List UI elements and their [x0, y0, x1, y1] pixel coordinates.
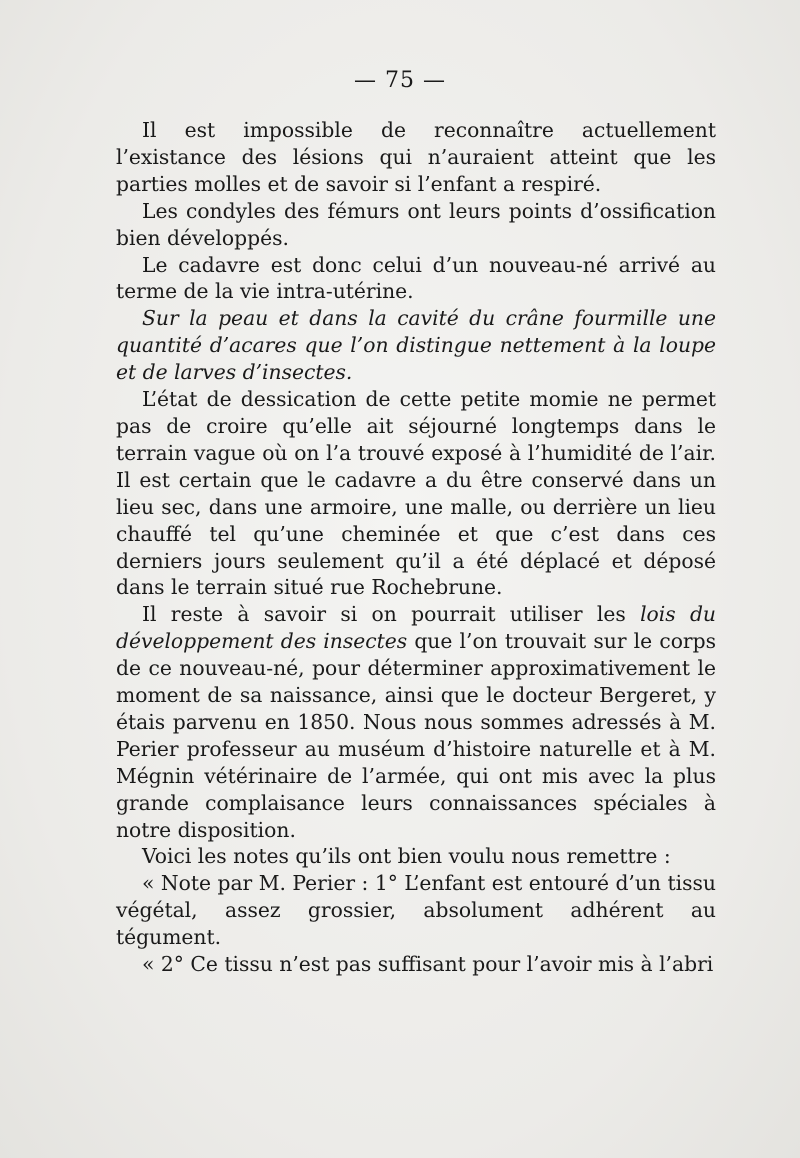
paragraph-9: « 2° Ce tissu n’est pas suffisant pour l’avoir mis à l’abri	[142, 952, 714, 977]
paragraph-6-after: que l’on trouvait sur le corps de ce nouveau-né, pour déterminer approximativement le moment de sa naissance, ainsi que le docteur Bergeret, y étais parvenu en 1850. Nous nous sommes adressés à M. Perier professeur au muséum d’histoire naturelle et à M. Mégnin vétérinaire de l’armée, qui ont mis avec la plus grande complaisance leurs connaissances spéciales à notre disposition.	[116, 629, 716, 842]
paragraph-6	[116, 601, 716, 843]
paragraph-6-italic: lois du développement des insectes	[116, 602, 716, 654]
paragraph-3: Le cadavre est donc celui d’un nouveau-né arrivé au terme de la vie intra-utérine.	[116, 252, 716, 304]
paragraph-2: Les condyles des fémurs ont leurs points d’ossification bien développés.	[116, 198, 716, 250]
paragraph-8: « Note par M. Perier : 1° L’enfant est entouré d’un tissu végétal, assez grossier, absolument adhérent au tégument.	[116, 871, 716, 950]
paragraph-6-before: Il reste à savoir si on pourrait utiliser les	[142, 602, 641, 627]
paragraph-1: Il est impossible de reconnaître actuellement l’existance des lésions qui n’auraient atteint que les parties molles et de savoir si l’enfant a respiré.	[116, 118, 716, 196]
paragraph-4-italic: Sur la peau et dans la cavité du crâne fourmille une quantité d’acares que l’on distingue nettement à la loupe et de larves d’insectes.	[116, 306, 716, 385]
page-number: — 75 —	[354, 68, 446, 93]
paragraph-5: L’état de dessication de cette petite momie ne permet pas de croire qu’elle ait séjourné longtemps dans le terrain vague où on l’a trouvé exposé à l’humidité de l’air. Il est certain que le cadavre a du être conservé dans un lieu sec, dans une armoire, une malle, ou derrière un lieu chauffé tel qu’une cheminée et que c’est dans ces derniers jours seulement qu’il a été déplacé et déposé dans le terrain situé rue Rochebrune.	[116, 387, 716, 600]
paragraph-7: Voici les notes qu’ils ont bien voulu nous remettre :	[142, 844, 671, 869]
paragraph-4	[116, 305, 716, 386]
body-text	[116, 117, 716, 978]
